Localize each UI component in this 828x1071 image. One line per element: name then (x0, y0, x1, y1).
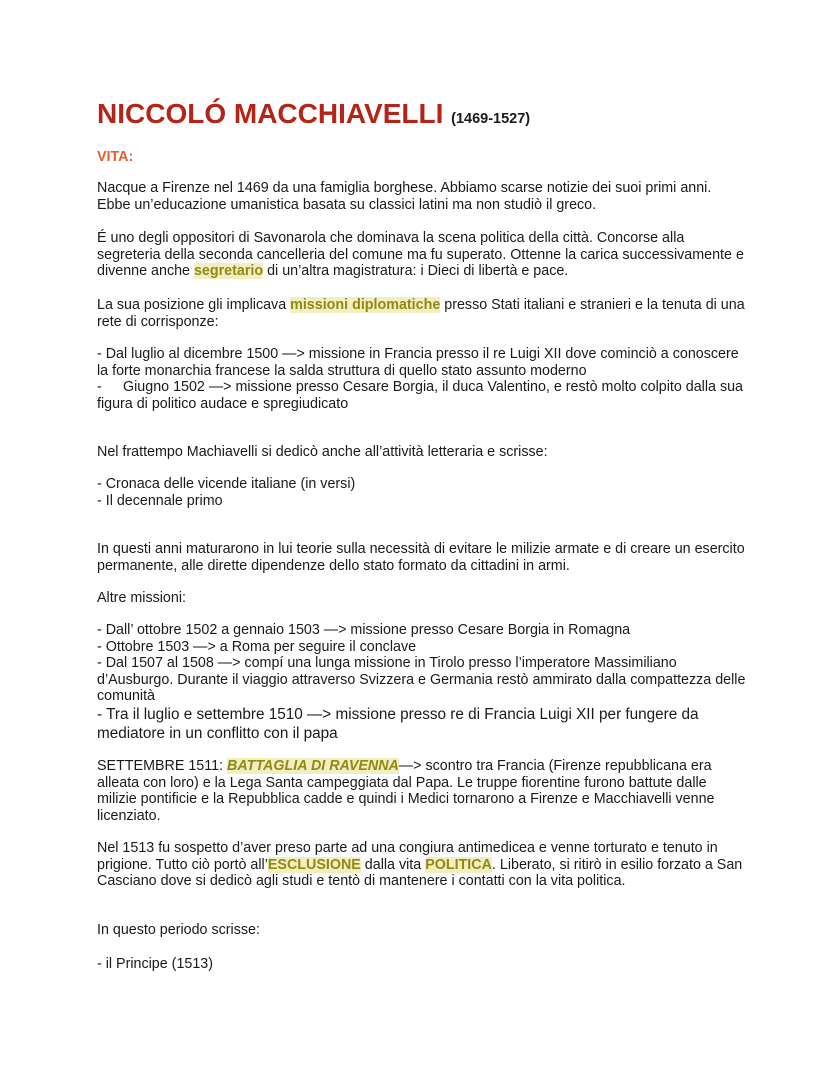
title-years: (1469-1527) (451, 111, 531, 127)
paragraph-altre-missioni: Altre missioni: (97, 590, 186, 606)
list-item: - Tra il luglio e settembre 1510 —> missione presso re di Francia Luigi XII per fungere da mediatore in un conflitto con il papa (97, 705, 699, 742)
list-item: - Ottobre 1503 —> a Roma per seguire il conclave (97, 638, 417, 655)
list-dash: - (97, 379, 102, 396)
list-item-text: Giugno 1502 —> missione presso Cesare Borgia, il duca Valentino, e restò molto colpito dalla sua figura di politico audace e spregiudicato (97, 379, 744, 412)
list-item (97, 379, 747, 412)
p3-text-before: La sua posizione gli implicava (97, 297, 291, 313)
p8-text-before: Nel 1513 fu sospetto d’aver preso parte ad una congiura antimedicea e venne torturato e tenuto in prigione. Tutto ciò portò all’ (97, 840, 718, 873)
p7-text-after: —> scontro tra Francia (Firenze repubblicana era alleata con loro) e la Lega Santa campeggiata dal Papa. Le truppe fiorentine furono battute dalle milizie pontificie e la Repubblica cadde e quindi i Medici tornarono a Firenze e Macchiavelli venne licenziato. (97, 758, 715, 824)
missions-list-2 (97, 622, 747, 743)
highlight-missioni-diplomatiche: missioni diplomatiche (290, 297, 441, 313)
highlight-segretario: segretario (193, 263, 264, 280)
paragraph-birth: Nacque a Firenze nel 1469 da una famiglia borghese. Abbiamo scarse notizie dei suoi primi anni. Ebbe un’educazione umanistica basata su classici latini ma non studiò il greco. (97, 180, 712, 213)
paragraph-ravenna (97, 758, 747, 824)
highlight-esclusione: ESCLUSIONE (267, 856, 361, 873)
list-item: - Dal 1507 al 1508 —> compí una lunga missione in Tirolo presso l’imperatore Massimiliano d’Ausburgo. Durante il viaggio attraverso Svizzera e Germania restò ammirato dalla compattezza delle comunità (97, 655, 746, 705)
p7-text-before: SETTEMBRE 1511: (97, 758, 228, 774)
p8-text-middle: dalla vita (360, 856, 426, 873)
paragraph-esilio (97, 840, 747, 890)
section-label-vita: VITA: (97, 149, 134, 165)
p8-text-after: . Liberato, si ritirò in esilio forzato a San Casciano dove si dedicò agli studi e tentò di mantenere i contatti con la vita politica. (97, 856, 743, 890)
missions-list-1 (97, 346, 747, 412)
list-item: - Il decennale primo (97, 492, 223, 509)
highlight-battaglia-ravenna: BATTAGLIA DI RAVENNA (227, 758, 399, 774)
list-item: - Dall’ ottobre 1502 a gennaio 1503 —> missione presso Cesare Borgia in Romagna (97, 622, 631, 638)
paragraph-periodo: In questo periodo scrisse: (97, 922, 260, 938)
paragraph-milizie: In questi anni maturarono in lui teorie sulla necessità di evitare le milizie armate e di creare un esercito permanente, alle dirette dipendenze dello stato formato da cittadini in armi. (97, 541, 745, 574)
list-item: - Cronaca delle vicende italiane (in versi) (97, 476, 356, 492)
works-list-1 (97, 476, 747, 509)
p3-text-after: presso Stati italiani e stranieri e la tenuta di una rete di corrisponze: (97, 297, 745, 330)
list-item: - il Principe (1513) (97, 956, 214, 972)
paragraph-savonarola (97, 230, 747, 280)
paragraph-letteraria: Nel frattempo Machiavelli si dedicò anche all’attività letteraria e scrisse: (97, 444, 548, 460)
list-item: - Dal luglio al dicembre 1500 —> missione in Francia presso il re Luigi XII dove cominciò a conoscere la forte monarchia francese la salda struttura di quello stato assunto moderno (97, 346, 739, 379)
title-text: NICCOLÓ MACCHIAVELLI (97, 98, 444, 129)
page-title (97, 94, 530, 139)
paragraph-missioni (97, 297, 747, 330)
works-list-2 (97, 956, 747, 973)
p2-text-before: É uno degli oppositori di Savonarola che dominava la scena politica della città. Concorse alla segreteria della seconda cancelleria del comune ma fu superato. Ottenne la carica successivamente e divenne anche (97, 230, 744, 280)
highlight-politica: POLITICA (425, 856, 492, 873)
p2-text-after: di un’altra magistratura: i Dieci di libertà e pace. (263, 263, 569, 280)
